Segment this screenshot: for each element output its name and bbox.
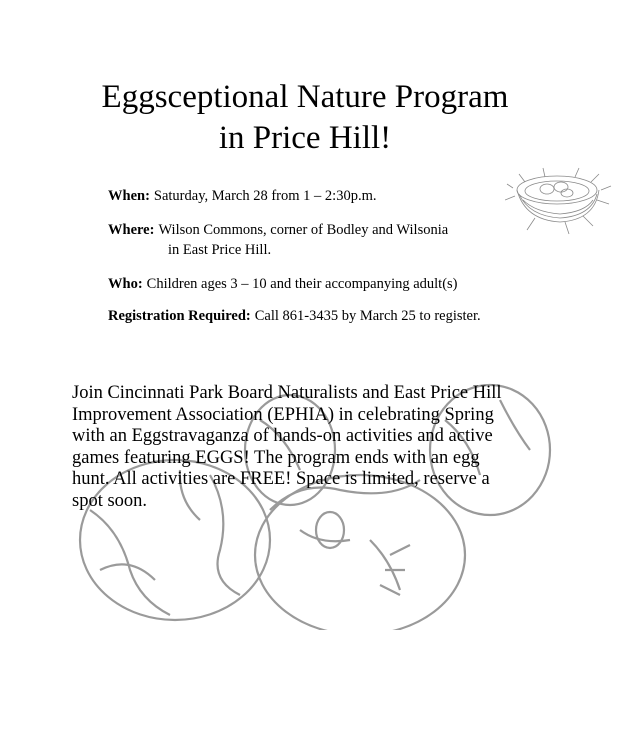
who-row xyxy=(108,274,458,294)
where-value-line-1: Wilson Commons, corner of Bodley and Wilsonia xyxy=(158,222,449,238)
who-value: Children ages 3 – 10 and their accompanying adult(s) xyxy=(146,276,458,292)
when-row xyxy=(108,186,376,206)
bird-nest-illustration xyxy=(505,160,615,240)
where-row xyxy=(108,220,448,240)
description-line: hunt. All activities are FREE! Space is limited, reserve a xyxy=(72,469,490,490)
who-label: Who: xyxy=(108,276,143,292)
when-label: When: xyxy=(108,188,150,204)
registration-label: Registration Required: xyxy=(108,308,251,324)
when-value: Saturday, March 28 from 1 – 2:30p.m. xyxy=(153,188,377,204)
title-line-2: in Price Hill! xyxy=(218,120,392,156)
description-line: games featuring EGGS! The program ends with an egg xyxy=(72,447,480,468)
description-line: Improvement Association (EPHIA) in celebrating Spring xyxy=(72,404,494,425)
description-line: spot soon. xyxy=(72,490,148,511)
where-label: Where: xyxy=(108,222,155,238)
title-line-1: Eggsceptional Nature Program xyxy=(101,79,509,115)
description-line: with an Eggstravaganza of hands-on activities and active xyxy=(72,426,493,447)
registration-value: Call 861-3435 by March 25 to register. xyxy=(254,308,481,324)
where-value-line-2: in East Price Hill. xyxy=(168,242,272,258)
registration-row xyxy=(108,306,481,326)
description-line: Join Cincinnati Park Board Naturalists and East Price Hill xyxy=(72,383,502,403)
program-description xyxy=(72,383,552,513)
